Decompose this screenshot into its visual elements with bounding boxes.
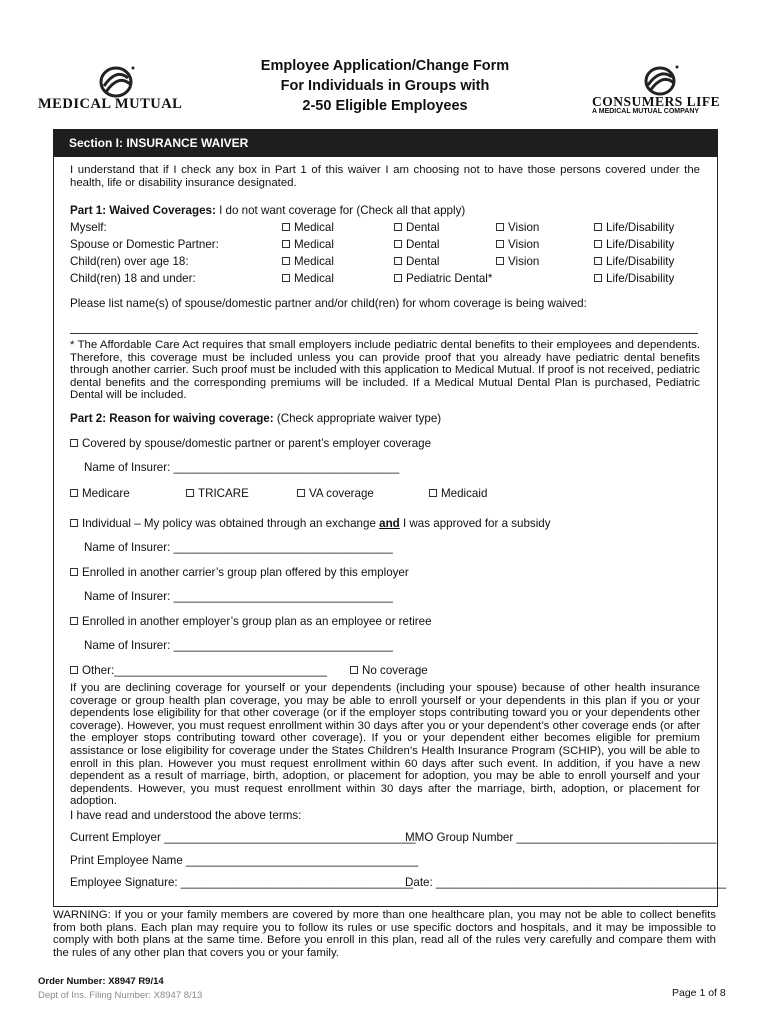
read-terms-label: I have read and understood the above terms: <box>70 809 302 822</box>
current-employer-field[interactable]: Current Employer _______________________________________ <box>70 831 416 844</box>
checkbox-dental[interactable]: Dental <box>394 238 440 252</box>
list-names-label: Please list name(s) of spouse/domestic partner and/or child(ren) for whom coverage is being waived: <box>70 297 587 310</box>
checkbox-icon[interactable] <box>594 223 602 231</box>
checkbox-medical[interactable]: Medical <box>282 255 334 269</box>
name-of-insurer-field[interactable]: Name of Insurer: __________________________________ <box>84 639 393 652</box>
checkbox-life-disability[interactable]: Life/Disability <box>594 238 674 252</box>
checkbox-icon[interactable] <box>496 223 504 231</box>
checkbox-icon[interactable] <box>282 223 290 231</box>
option-other[interactable]: Other:_________________________________ <box>70 664 327 678</box>
consumers-life-emblem-icon <box>640 64 680 98</box>
checkbox-dental[interactable]: Dental <box>394 255 440 269</box>
page-number: Page 1 of 8 <box>672 987 726 999</box>
name-of-insurer-field[interactable]: Name of Insurer: ___________________________________ <box>84 461 400 474</box>
consumers-life-wordmark: CONSUMERS LIFE <box>592 94 721 109</box>
checkbox-icon[interactable] <box>496 257 504 265</box>
option-individual-exchange[interactable]: Individual – My policy was obtained through an exchange and I was approved for a subsidy <box>70 517 551 531</box>
declining-coverage-text: If you are declining coverage for yourself or your dependents (including your spouse) because of other health insurance coverage or group health plan coverage, you may be able to enroll yourself or your dependents in this plan if you or your dependents lose eligibility for that other coverage (or if the employer stops contributing toward you or your dependents other coverage). However, you must request enrollment within 30 days after you or your dependent’s other coverage ends (or after the employer stops contributing toward other coverage). If you or your dependent either becomes eligible for premium assistance or lose eligibility for coverage under the States Children’s Health Insurance Program (SCHIP), you will be able to enroll in this plan. However you must request enrollment within 60 days after such event. In addition, if you have a new dependent as a result of marriage, birth, adoption, or placement for adoption, you may be able to enroll yourself and your dependents. However, you must request enrollment within 30 days after the marriage, birth, adoption, or placement for adoption. <box>70 682 700 808</box>
warning-text: WARNING: If you or your family members are covered by more than one healthcare plan, you may not be able to collect benefits from both plans. Each plan may require you to follow its rules or use specific doctors and hospitals, and it may be impossible to comply with both plans at the same time. Before you enroll in this plan, read all of the rules very carefully and compare them with the rules of any other plan that covers you or your family. <box>53 909 716 959</box>
checkbox-icon[interactable] <box>394 257 402 265</box>
checkbox-medical[interactable]: Medical <box>282 238 334 252</box>
checkbox-icon[interactable] <box>394 274 402 282</box>
mmo-group-number-field[interactable]: MMO Group Number _______________________________ <box>405 831 717 844</box>
checkbox-life-disability[interactable]: Life/Disability <box>594 272 674 286</box>
option-tricare[interactable]: TRICARE <box>186 487 249 501</box>
checkbox-icon[interactable] <box>394 223 402 231</box>
checkbox-icon[interactable] <box>594 274 602 282</box>
row-who: Myself: <box>70 221 107 234</box>
date-field[interactable]: Date: _____________________________________________ <box>405 876 727 889</box>
row-who: Child(ren) 18 and under: <box>70 272 196 285</box>
checkbox-icon[interactable] <box>70 439 78 447</box>
checkbox-icon[interactable] <box>70 666 78 674</box>
row-who: Spouse or Domestic Partner: <box>70 238 219 251</box>
names-input-line[interactable] <box>70 333 698 334</box>
checkbox-icon[interactable] <box>297 489 305 497</box>
checkbox-vision[interactable]: Vision <box>496 255 539 269</box>
medical-mutual-emblem-icon <box>96 64 136 100</box>
checkbox-medical[interactable]: Medical <box>282 272 334 286</box>
checkbox-icon[interactable] <box>350 666 358 674</box>
part2-heading: Part 2: Reason for waiving coverage: (Check appropriate waiver type) <box>70 412 442 425</box>
option-medicaid[interactable]: Medicaid <box>429 487 487 501</box>
checkbox-icon[interactable] <box>594 240 602 248</box>
row-who: Child(ren) over age 18: <box>70 255 189 268</box>
checkbox-life-disability[interactable]: Life/Disability <box>594 255 674 269</box>
option-medicare[interactable]: Medicare <box>70 487 130 501</box>
checkbox-life-disability[interactable]: Life/Disability <box>594 221 674 235</box>
checkbox-icon[interactable] <box>282 274 290 282</box>
checkbox-icon[interactable] <box>70 617 78 625</box>
aca-note: * The Affordable Care Act requires that small employers include pediatric dental benefits to their employees and dependents. Therefore, this coverage must be included unless you can provide proof that you already have pediatric dental benefits through another carrier. Such proof must be included with this application to Medical Mutual. If proof is not received, pediatric dental benefits and the corresponding premiums will be included. If a Medical Mutual Dental Plan is purchased, Pediatric Dental will be included. <box>70 339 700 402</box>
checkbox-icon[interactable] <box>70 568 78 576</box>
medical-mutual-logo <box>38 62 188 117</box>
order-number: Order Number: X8947 R9/14 <box>38 976 164 987</box>
checkbox-vision[interactable]: Vision <box>496 238 539 252</box>
checkbox-icon[interactable] <box>594 257 602 265</box>
name-of-insurer-field[interactable]: Name of Insurer: __________________________________ <box>84 590 393 603</box>
checkbox-pediatric-dental[interactable]: Pediatric Dental* <box>394 272 492 286</box>
option-another-employer[interactable]: Enrolled in another employer’s group plan as an employee or retiree <box>70 615 432 629</box>
part1-heading: Part 1: Waived Coverages: I do not want coverage for (Check all that apply) <box>70 204 466 217</box>
print-employee-name-field[interactable]: Print Employee Name ____________________________________ <box>70 854 419 867</box>
checkbox-icon[interactable] <box>429 489 437 497</box>
checkbox-icon[interactable] <box>282 240 290 248</box>
employee-signature-field[interactable]: Employee Signature: ____________________________________ <box>70 876 413 889</box>
form-title: Employee Application/Change Form For Individuals in Groups with 2-50 Eligible Employees <box>260 58 510 114</box>
medical-mutual-wordmark: MEDICAL MUTUAL <box>38 96 183 112</box>
checkbox-dental[interactable]: Dental <box>394 221 440 235</box>
option-va-coverage[interactable]: VA coverage <box>297 487 374 501</box>
checkbox-medical[interactable]: Medical <box>282 221 334 235</box>
checkbox-icon[interactable] <box>496 240 504 248</box>
checkbox-icon[interactable] <box>70 519 78 527</box>
section-header: Section I: INSURANCE WAIVER <box>53 129 718 157</box>
consumers-life-logo <box>590 62 730 117</box>
filing-number: Dept of Ins. Filing Number: X8947 8/13 <box>38 990 203 1001</box>
checkbox-icon[interactable] <box>70 489 78 497</box>
checkbox-vision[interactable]: Vision <box>496 221 539 235</box>
name-of-insurer-field[interactable]: Name of Insurer: __________________________________ <box>84 541 393 554</box>
consumers-life-subtitle: A MEDICAL MUTUAL COMPANY <box>592 108 700 115</box>
checkbox-icon[interactable] <box>394 240 402 248</box>
intro-text: I understand that if I check any box in Part 1 of this waiver I am choosing not to have those persons covered under the health, life or disability insurance designated. <box>70 164 700 189</box>
option-spouse-coverage[interactable]: Covered by spouse/domestic partner or parent’s employer coverage <box>70 437 431 451</box>
option-another-carrier[interactable]: Enrolled in another carrier’s group plan offered by this employer <box>70 566 409 580</box>
checkbox-icon[interactable] <box>282 257 290 265</box>
option-no-coverage[interactable]: No coverage <box>350 664 428 678</box>
checkbox-icon[interactable] <box>186 489 194 497</box>
